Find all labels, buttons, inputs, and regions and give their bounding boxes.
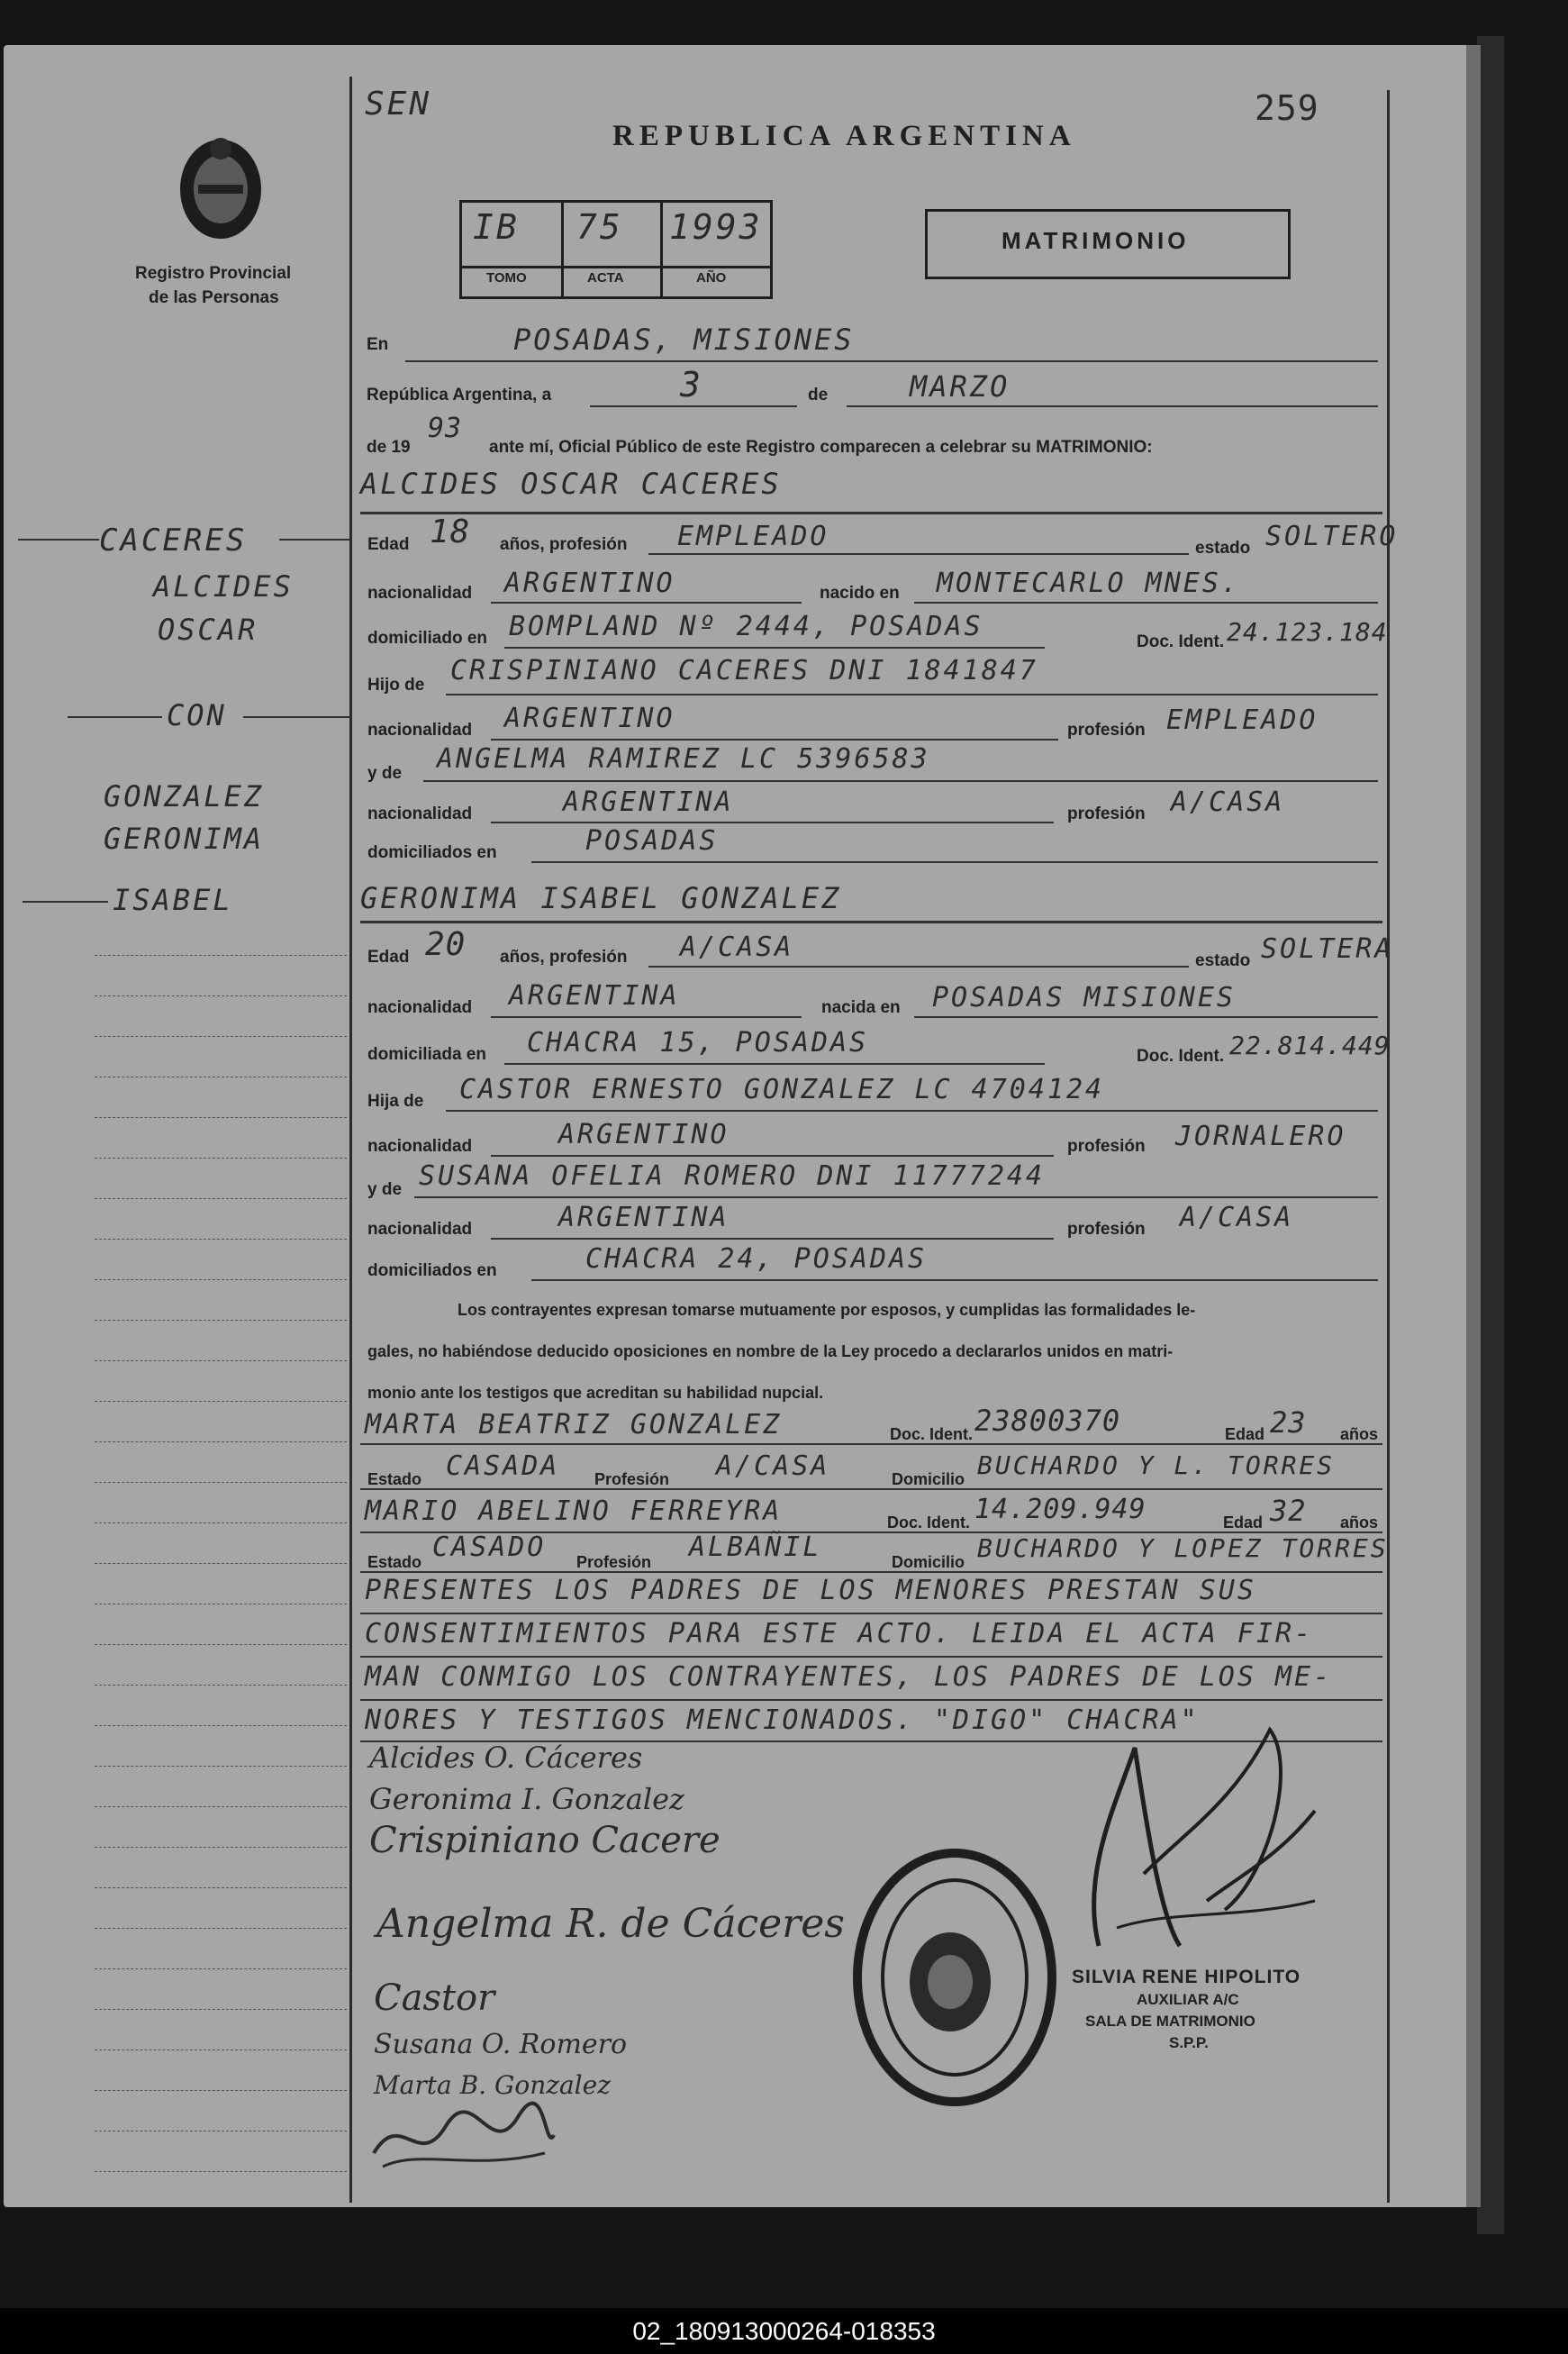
margin-rule (95, 1725, 347, 1726)
margin-line (349, 77, 352, 2203)
margin-strike (279, 539, 351, 541)
groom-birthplace: MONTECARLO MNES. (937, 568, 1240, 599)
bride-doc: 22.814.449 (1229, 1031, 1391, 1060)
bride-mother-profesion-label: profesión (1067, 1220, 1146, 1239)
margin-rule (95, 1806, 347, 1807)
margin-rule (95, 1036, 347, 1037)
month-value: MARZO (910, 369, 1011, 404)
margin-rule (95, 2009, 347, 2010)
right-border-line (1387, 90, 1390, 2203)
witness2-profesion-label: Profesión (576, 1553, 652, 1571)
bride-hija-label: Hija de (367, 1092, 424, 1111)
margin-rule (95, 1482, 347, 1483)
republica-label: República Argentina, a (367, 386, 552, 404)
bride-domiciliada-label: domiciliada en (367, 1045, 486, 1064)
margin-rule (95, 1928, 347, 1929)
bride-nacionalidad-label: nacionalidad (367, 998, 473, 1017)
bride-edad-label: Edad (367, 948, 410, 967)
groom-father-nationality: ARGENTINO (504, 703, 675, 734)
witness2-edad-label: Edad (1223, 1513, 1264, 1531)
groom-father-line (446, 694, 1378, 695)
coat-of-arms-icon (167, 126, 275, 252)
declaration-line3: monio ante los testigos que acreditan su habilidad nupcial. (367, 1384, 824, 1402)
page-edge (1466, 45, 1481, 2207)
signature: Castor (374, 1977, 495, 2019)
groom-name-line (360, 512, 1382, 514)
bride-mother: SUSANA OFELIA ROMERO DNI 11777244 (419, 1160, 1046, 1192)
groom-name: ALCIDES OSCAR CACERES (360, 467, 782, 501)
ano-label: AÑO (696, 270, 727, 286)
note-rule (360, 1613, 1382, 1614)
bride-nationality-line (491, 1016, 802, 1018)
signature: Alcides O. Cáceres (369, 1741, 643, 1775)
groom-father-profession: EMPLEADO (1166, 704, 1319, 736)
intro-text: ante mí, Oficial Público de este Registro comparecen a celebrar su MATRIMONIO: (489, 438, 1153, 457)
page-number: 259 (1255, 88, 1319, 128)
ano-value: 1993 (669, 207, 763, 247)
groom-domiciliados-label: domiciliados en (367, 843, 497, 862)
groom-profesion-label: años, profesión (500, 535, 628, 554)
bride-nationality: ARGENTINA (509, 980, 680, 1012)
bride-mother-nationality: ARGENTINA (558, 1202, 730, 1233)
margin-rule (95, 955, 347, 956)
witness1-edad-label: Edad (1225, 1425, 1265, 1443)
groom-mother-nacionalidad-label: nacionalidad (367, 804, 473, 823)
margin-rule (95, 1239, 347, 1240)
witness1-age: 23 (1270, 1405, 1307, 1440)
margin-note: ALCIDES (153, 569, 294, 604)
groom-doc-label: Doc. Ident. (1137, 632, 1225, 651)
margin-note: GONZALEZ (104, 779, 265, 813)
bride-name: GERONIMA ISABEL GONZALEZ (360, 881, 842, 915)
margin-strike (243, 716, 351, 718)
groom-age: 18 (430, 514, 471, 550)
bride-domiciliados-label: domiciliados en (367, 1261, 497, 1280)
bride-parents-address: CHACRA 24, POSADAS (585, 1243, 928, 1275)
signature: Crispiniano Cacere (369, 1820, 721, 1861)
groom-nacionalidad-label: nacionalidad (367, 584, 473, 603)
witness2-doc-label: Doc. Ident. (887, 1513, 971, 1531)
groom-father-profesion-label: profesión (1067, 721, 1146, 740)
margin-rule (95, 1563, 347, 1564)
groom-nationality: ARGENTINO (504, 568, 675, 599)
bride-birthplace: POSADAS MISIONES (932, 982, 1236, 1013)
bride-profession: A/CASA (680, 932, 794, 963)
margin-note: OSCAR (158, 613, 258, 647)
margin-note: GERONIMA (104, 822, 265, 856)
witness2-estado-label: Estado (367, 1553, 422, 1571)
year-suffix: 93 (428, 413, 463, 444)
bride-father-profesion-label: profesión (1067, 1137, 1146, 1156)
groom-father: CRISPINIANO CACERES DNI 1841847 (450, 655, 1038, 686)
groom-edad-label: Edad (367, 535, 410, 554)
record-type: MATRIMONIO (1002, 227, 1190, 254)
margin-rule (95, 1158, 347, 1159)
bride-mother-nationality-line (491, 1238, 1054, 1240)
place-line (405, 360, 1378, 362)
margin-rule (95, 1887, 347, 1888)
groom-mother-profesion-label: profesión (1067, 804, 1146, 823)
margin-rule (95, 1198, 347, 1199)
official-stamp-line2: AUXILIAR A/C (1137, 1991, 1239, 2008)
margin-rule (95, 995, 347, 996)
official-seal-icon (851, 1847, 1058, 2108)
witness1-doc-label: Doc. Ident. (890, 1425, 974, 1443)
margin-note: CON (167, 698, 227, 732)
bride-status: SOLTERA (1261, 933, 1394, 965)
bride-profession-line (648, 966, 1189, 968)
acta-label: ACTA (587, 270, 624, 286)
witness2-anos-label: años (1340, 1513, 1379, 1531)
witness1-status: CASADA (446, 1450, 560, 1482)
witness2-doc: 14.209.949 (974, 1494, 1147, 1525)
signature: Angelma R. de Cáceres (376, 1901, 845, 1947)
book-spine (1477, 36, 1504, 2234)
bride-father-nacionalidad-label: nacionalidad (367, 1137, 473, 1156)
day-value: 3 (680, 365, 703, 404)
margin-rule (95, 1968, 347, 1969)
groom-mother-nationality: ARGENTINA (563, 786, 734, 818)
day-line (590, 405, 797, 407)
note-line: CONSENTIMIENTOS PARA ESTE ACTO. LEIDA EL ACTA FIR- (365, 1618, 1314, 1650)
bride-profesion-label: años, profesión (500, 948, 628, 967)
margin-rule (95, 1117, 347, 1118)
witness2-name: MARIO ABELINO FERREYRA (365, 1495, 783, 1527)
witness1-anos-label: años (1340, 1425, 1379, 1443)
groom-mother-profession: A/CASA (1171, 786, 1285, 818)
official-stamp-line4: S.P.P. (1169, 2034, 1209, 2051)
witness2-status: CASADO (432, 1531, 547, 1563)
groom-doc: 24.123.184 (1227, 617, 1388, 647)
bride-name-line (360, 921, 1382, 923)
bride-father-nationality-line (491, 1155, 1054, 1157)
registry-name-line2: de las Personas (149, 288, 279, 307)
note-line: MAN CONMIGO LOS CONTRAYENTES, LOS PADRES DE LOS ME- (365, 1661, 1333, 1693)
groom-mother-line (423, 780, 1378, 782)
margin-rule (95, 1401, 347, 1402)
groom-mother: ANGELMA RAMIREZ LC 5396583 (437, 743, 930, 775)
official-signature-icon (1063, 1694, 1333, 1982)
groom-hijo-label: Hijo de (367, 676, 425, 695)
acta-value: 75 (576, 207, 623, 247)
groom-domiciliado-label: domiciliado en (367, 629, 488, 648)
bride-estado-label: estado (1195, 951, 1251, 970)
signature: Marta B. Gonzalez (374, 2070, 611, 2100)
place-value: POSADAS, MISIONES (513, 323, 855, 357)
margin-rule (95, 1360, 347, 1361)
groom-estado-label: estado (1195, 539, 1251, 558)
witness2-age: 32 (1270, 1494, 1307, 1528)
witness1-estado-label: Estado (367, 1470, 422, 1488)
groom-nationality-line (491, 602, 802, 604)
bride-birthplace-line (914, 1016, 1378, 1018)
margin-strike (18, 539, 99, 541)
bride-father-nationality: ARGENTINO (558, 1119, 730, 1150)
witness2-address: BUCHARDO Y LOPEZ TORRES (977, 1533, 1389, 1563)
bride-y-de-label: y de (367, 1180, 403, 1199)
bride-address: CHACRA 15, POSADAS (527, 1027, 869, 1059)
witness1-name: MARTA BEATRIZ GONZALEZ (365, 1409, 783, 1441)
margin-strike (68, 716, 162, 718)
groom-y-de-label: y de (367, 764, 403, 783)
witness2-line2 (360, 1571, 1382, 1573)
signature: Susana O. Romero (374, 2029, 628, 2060)
margin-rule (95, 1522, 347, 1523)
official-stamp-line1: SILVIA RENE HIPOLITO (1072, 1967, 1301, 1987)
en-label: En (367, 335, 389, 354)
groom-nacido-label: nacido en (820, 584, 900, 603)
footer-id: 02_180913000264-018353 (632, 2317, 936, 2345)
country-heading: REPUBLICA ARGENTINA (612, 120, 1076, 152)
declaration-line2: gales, no habiéndose deducido oposiciones en nombre de la Ley procedo a declararlos unidos en matri- (367, 1342, 1174, 1360)
witness2-domicilio-label: Domicilio (892, 1553, 965, 1571)
witness1-line (360, 1443, 1382, 1445)
bride-father-profession: JORNALERO (1175, 1121, 1346, 1152)
groom-profession-line (648, 553, 1189, 555)
margin-note: ISABEL (113, 883, 233, 917)
margin-rule (95, 1847, 347, 1848)
bride-mother-profession: A/CASA (1180, 1202, 1294, 1233)
footer-bar (0, 2308, 1568, 2354)
groom-mother-nationality-line (491, 822, 1054, 823)
groom-address: BOMPLAND Nº 2444, POSADAS (509, 611, 983, 642)
month-de-label: de (808, 386, 829, 404)
signature: Geronima I. Gonzalez (369, 1782, 684, 1816)
groom-parents-address: POSADAS (585, 825, 719, 857)
witness1-line2 (360, 1488, 1382, 1490)
groom-address-line (504, 647, 1045, 649)
bride-address-line (504, 1063, 1045, 1065)
witness1-doc: 23800370 (974, 1404, 1121, 1438)
month-line (847, 405, 1378, 407)
margin-rule (95, 1441, 347, 1442)
note-line: NORES Y TESTIGOS MENCIONADOS. "DIGO" CHACRA" (365, 1704, 1200, 1736)
margin-note: CACERES (99, 523, 248, 559)
note-line: PRESENTES LOS PADRES DE LOS MENORES PRESTAN SUS (365, 1575, 1256, 1606)
groom-profession: EMPLEADO (677, 521, 829, 552)
bride-age: 20 (425, 926, 467, 963)
margin-rule (95, 2171, 347, 2172)
bride-mother-nacionalidad-label: nacionalidad (367, 1220, 473, 1239)
bride-doc-label: Doc. Ident. (1137, 1047, 1225, 1066)
margin-rule (95, 1644, 347, 1645)
margin-rule (95, 2090, 347, 2091)
tomo-label: TOMO (486, 270, 527, 286)
note-rule (360, 1656, 1382, 1658)
bride-parents-address-line (531, 1279, 1378, 1281)
margin-rule (95, 1279, 347, 1280)
witness2-profession: ALBAÑIL (689, 1531, 822, 1563)
margin-rule (95, 1685, 347, 1686)
witness1-domicilio-label: Domicilio (892, 1470, 965, 1488)
bride-father-line (446, 1110, 1378, 1112)
margin-strike (23, 901, 108, 903)
groom-status: SOLTERO (1265, 521, 1399, 552)
declaration-line1: Los contrayentes expresan tomarse mutuamente por esposos, y cumplidas las formalidades le- (458, 1301, 1196, 1319)
bride-nacida-label: nacida en (821, 998, 901, 1017)
witness1-profesion-label: Profesión (594, 1470, 670, 1488)
registry-name-line1: Registro Provincial (135, 264, 292, 283)
bride-mother-line (414, 1196, 1378, 1198)
tomo-value: IB (473, 207, 520, 247)
groom-parents-address-line (531, 861, 1378, 863)
handwritten-initials: SEN (365, 86, 432, 123)
witness1-profession: A/CASA (716, 1450, 830, 1482)
year-prefix: de 19 (367, 438, 411, 457)
groom-father-nacionalidad-label: nacionalidad (367, 721, 473, 740)
bride-father: CASTOR ERNESTO GONZALEZ LC 4704124 (459, 1074, 1105, 1105)
official-stamp-line3: SALA DE MATRIMONIO (1085, 2013, 1255, 2030)
margin-rule (95, 1320, 347, 1321)
groom-father-nationality-line (491, 739, 1058, 741)
groom-birthplace-line (914, 602, 1378, 604)
witness1-address: BUCHARDO Y L. TORRES (977, 1450, 1336, 1480)
signature-scribble-icon (365, 2099, 563, 2180)
margin-rule (95, 1766, 347, 1767)
